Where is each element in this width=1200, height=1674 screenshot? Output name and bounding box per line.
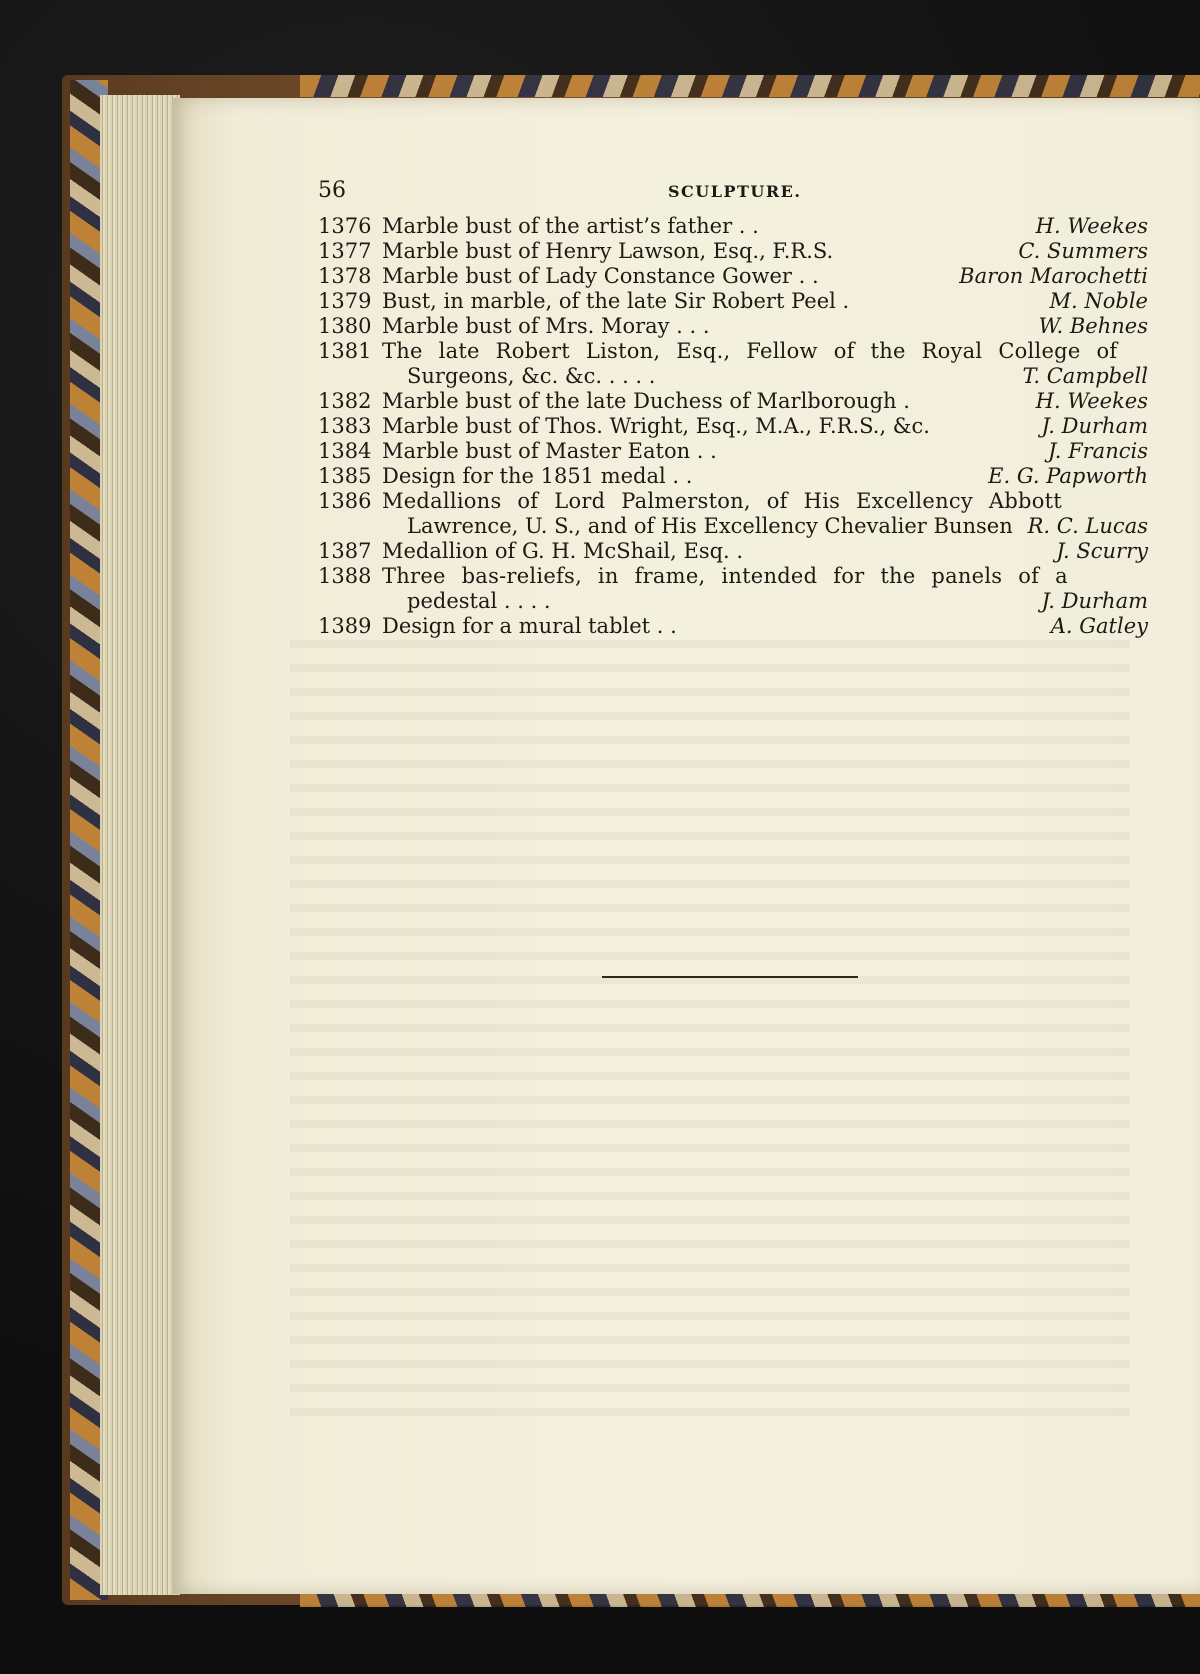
entry-title: Marble bust of the artist’s father . .	[382, 214, 759, 238]
entry-artist: W. Behnes	[1038, 314, 1148, 338]
entry-number: 1379	[318, 289, 372, 313]
entry-artist: C. Summers	[1018, 239, 1148, 263]
catalogue-entry	[318, 464, 1148, 489]
entry-artist: R. C. Lucas	[1027, 514, 1148, 538]
entry-number: 1381	[318, 339, 372, 363]
entry-artist: J. Durham	[1041, 414, 1148, 438]
entry-title: Marble bust of Lady Constance Gower . .	[382, 264, 819, 288]
section-divider-rule	[602, 976, 858, 978]
page-stack-edges	[100, 95, 180, 1595]
catalogue-entries	[318, 214, 1148, 639]
catalogue-entry	[318, 214, 1148, 239]
entry-artist: T. Campbell	[1022, 364, 1148, 388]
entry-number: 1378	[318, 264, 372, 288]
catalogue-entry	[318, 314, 1148, 339]
entry-number: 1386	[318, 489, 372, 513]
entry-title: Design for the 1851 medal . .	[382, 464, 693, 488]
catalogue-entry-continuation	[318, 364, 1148, 389]
entry-number: 1376	[318, 214, 372, 238]
entry-title: Bust, in marble, of the late Sir Robert Peel .	[382, 289, 850, 313]
entry-number: 1382	[318, 389, 372, 413]
entry-title: The late Robert Liston, Esq., Fellow of the Royal College of	[382, 339, 1118, 363]
entry-number: 1388	[318, 564, 372, 588]
catalogue-entry-continuation	[318, 589, 1148, 614]
marbled-edge-top	[300, 75, 1200, 97]
entry-artist: H. Weekes	[1035, 389, 1148, 413]
catalogue-entry-continuation	[318, 514, 1148, 539]
entry-number: 1385	[318, 464, 372, 488]
entry-artist: H. Weekes	[1035, 214, 1148, 238]
catalogue-entry	[318, 264, 1148, 289]
page-header	[318, 170, 1148, 214]
show-through-text	[290, 640, 1130, 1430]
catalogue-entry	[318, 389, 1148, 414]
catalogue-entry	[318, 564, 1148, 589]
catalogue-entry	[318, 614, 1148, 639]
entry-title: Medallion of G. H. McShail, Esq. .	[382, 539, 744, 563]
entry-number: 1377	[318, 239, 372, 263]
catalogue-entry	[318, 414, 1148, 439]
catalogue-entry	[318, 239, 1148, 264]
entry-title: Medallions of Lord Palmerston, of His Excellency Abbott	[382, 489, 1062, 513]
entry-title: Marble bust of Henry Lawson, Esq., F.R.S.	[382, 239, 834, 263]
entry-number: 1387	[318, 539, 372, 563]
entry-number: 1389	[318, 614, 372, 638]
page-content	[318, 170, 1148, 639]
entry-artist: M. Noble	[1049, 289, 1148, 313]
entry-artist: J. Durham	[1041, 589, 1148, 613]
catalogue-entry	[318, 289, 1148, 314]
page-number: 56	[318, 178, 346, 203]
entry-title: Three bas-reliefs, in frame, intended for the panels of a	[382, 564, 1068, 588]
entry-number: 1380	[318, 314, 372, 338]
running-head: SCULPTURE.	[668, 182, 802, 201]
entry-artist: E. G. Papworth	[988, 464, 1148, 488]
catalogue-entry	[318, 339, 1148, 364]
entry-artist: Baron Marochetti	[959, 264, 1148, 288]
entry-title: pedestal . . . .	[407, 589, 551, 613]
catalogue-entry	[318, 539, 1148, 564]
entry-artist: A. Gatley	[1050, 614, 1148, 638]
entry-number: 1384	[318, 439, 372, 463]
entry-title: Lawrence, U. S., and of His Excellency Chevalier Bunsen	[407, 514, 1013, 538]
entry-title: Marble bust of Mrs. Moray . . .	[382, 314, 710, 338]
catalogue-entry	[318, 489, 1148, 514]
catalogue-entry	[318, 439, 1148, 464]
entry-title: Marble bust of the late Duchess of Marlborough .	[382, 389, 910, 413]
entry-number: 1383	[318, 414, 372, 438]
entry-title: Marble bust of Master Eaton . .	[382, 439, 717, 463]
entry-title: Marble bust of Thos. Wright, Esq., M.A., F.R.S., &c.	[382, 414, 930, 438]
entry-artist: J. Scurry	[1056, 539, 1148, 563]
entry-title: Surgeons, &c. &c. . . . .	[407, 364, 656, 388]
entry-artist: J. Francis	[1047, 439, 1148, 463]
entry-title: Design for a mural tablet . .	[382, 614, 677, 638]
